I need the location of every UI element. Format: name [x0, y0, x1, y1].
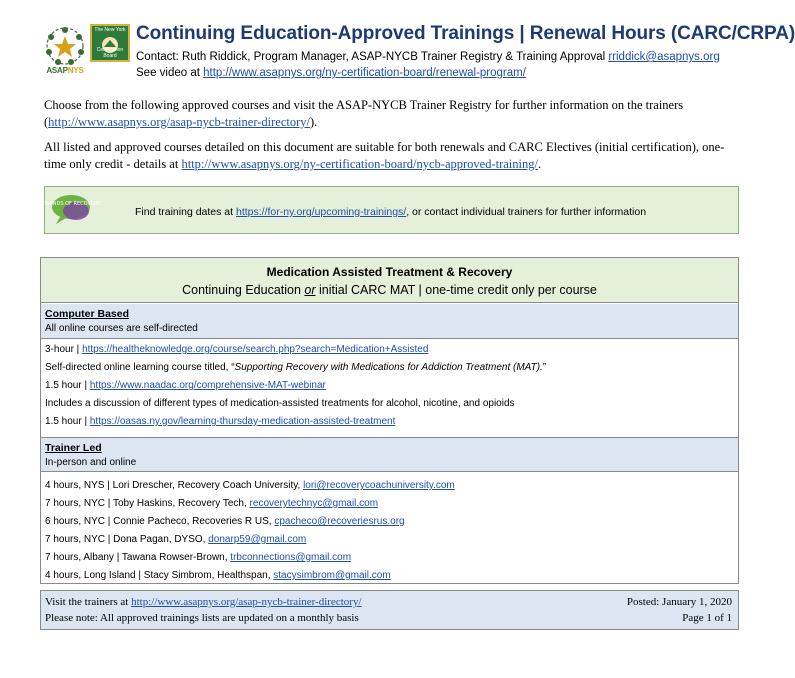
intro-p2-text: All listed and approved courses detailed on this document are suitable for both renewals and CARC Electives (initial certification), one-time only credit - details at: [44, 140, 725, 171]
training-dates-box: [41, 186, 739, 234]
subtitle-or: or: [304, 283, 316, 297]
page-number: Page 1 of 1: [682, 612, 732, 624]
naadac-link[interactable]: https://www.naadac.org/comprehensive-MAT-webinar: [89, 380, 326, 391]
approved-training-link[interactable]: http://www.asapnys.org/ny-certification-board/nycb-approved-training/: [181, 157, 538, 171]
trainer-email-link[interactable]: trbconnections@gmail.com: [230, 552, 352, 563]
footer-visit-text: Visit the trainers at: [45, 596, 132, 608]
trainer-email-link[interactable]: cpacheco@recoveriesrus.org: [274, 516, 405, 527]
course-hours: 3-hour |: [45, 344, 83, 355]
upcoming-trainings-link[interactable]: https://for-ny.org/upcoming-trainings/: [235, 206, 407, 218]
oasas-link[interactable]: https://oasas.ny.gov/learning-thursday-medication-assisted-treatment: [89, 416, 396, 427]
course-title: Supporting Recovery with Medications for Addiction Treatment (MAT).: [234, 362, 543, 373]
video-line: [136, 67, 526, 79]
intro-p1-end: ).: [310, 115, 318, 129]
trainer-row: [45, 498, 378, 509]
icon-label: FRIENDS OF RECOVERY: [41, 201, 101, 207]
contact-line: [136, 51, 720, 63]
computer-based-title: Computer Based: [45, 308, 130, 320]
trainer-info: 7 hours, NYC | Dona Pagan, DYSO,: [45, 534, 209, 545]
course-desc-post: ”: [542, 362, 547, 373]
trainer-directory-link[interactable]: http://www.asapnys.org/asap-nycb-trainer-directory/: [48, 115, 310, 129]
asap-star-icon: [44, 26, 86, 66]
intro-p2-end: .: [537, 157, 542, 171]
trainer-row: [45, 570, 391, 581]
intro-p1-text: Choose from the following approved courses and visit the ASAP-NYCB Trainer Registry for further information on the trainers (: [44, 98, 684, 129]
course-description-row: [45, 362, 546, 373]
course-desc-pre: Self-directed online learning course titled, “: [45, 362, 235, 373]
trainer-led-subtitle: In-person and online: [45, 457, 137, 468]
course-row: [45, 416, 395, 427]
trainer-info: 7 hours, NYC | Toby Haskins, Recovery Tech,: [45, 498, 250, 509]
table-subtitle: [41, 283, 738, 297]
mat-training-table: [40, 257, 739, 584]
logo-board-bottom: Certification Board: [96, 47, 124, 59]
trainer-led-section-header: [41, 437, 738, 472]
trainer-row: [45, 516, 405, 527]
course-row: [45, 380, 326, 391]
intro-paragraph-2: [44, 139, 734, 173]
table-title: Medication Assisted Treatment & Recovery: [266, 265, 513, 279]
subtitle-post: initial CARC MAT | one-time credit only per course: [315, 283, 597, 297]
asap-nys-logo: [44, 26, 86, 78]
course-hours: 1.5 hour |: [45, 416, 90, 427]
trainer-email-link[interactable]: stacysimbrom@gmail.com: [273, 570, 391, 581]
trainer-email-link[interactable]: lori@recoverycoachuniversity.com: [303, 480, 455, 491]
footer-note: Please note: All approved trainings lists are updated on a monthly basis: [45, 612, 359, 624]
trainer-row: [45, 534, 306, 545]
course-hours: 1.5 hour |: [45, 380, 90, 391]
healtheknowledge-link[interactable]: https://healtheknowledge.org/course/search.php?search=Medication+Assisted: [82, 344, 429, 355]
trainer-info: 7 hours, Albany | Tawana Rowser-Brown,: [45, 552, 231, 563]
table-header: [41, 258, 738, 303]
header-logos: [44, 24, 134, 80]
page-title: Continuing Education-Approved Trainings | Renewal Hours (CARC/CRPA): [136, 23, 795, 44]
subtitle-pre: Continuing Education: [182, 283, 305, 297]
trainer-led-title: Trainer Led: [45, 442, 102, 454]
friends-of-recovery-icon: [41, 193, 101, 225]
logo-asap-text: ASAP: [46, 66, 68, 75]
certification-board-logo: [90, 24, 130, 62]
course-row: [45, 344, 428, 355]
logo-nys-text: NYS: [67, 66, 84, 75]
contact-email-link[interactable]: rriddick@asapnys.org: [608, 51, 720, 63]
contact-text: Contact: Ruth Riddick, Program Manager, ASAP-NYCB Trainer Registry & Training Approval: [136, 51, 609, 63]
computer-based-subtitle: All online courses are self-directed: [45, 323, 198, 334]
trainer-info: 4 hours, NYS | Lori Drescher, Recovery Coach University,: [45, 480, 304, 491]
logo-board-top: The New York: [94, 27, 126, 33]
course-desc: Includes a discussion of different types of medication-assisted treatments for alcohol, nicotine, and opioids: [45, 398, 515, 409]
trainer-info: 6 hours, NYC | Connie Pacheco, Recoveries R US,: [45, 516, 275, 527]
info-prefix: Find training dates at: [135, 206, 236, 218]
intro-paragraph-1: [44, 97, 734, 131]
document-footer: [40, 590, 739, 630]
trainer-info: 4 hours, Long Island | Stacy Simbrom, Healthspan,: [45, 570, 274, 581]
computer-based-section-header: [41, 304, 738, 339]
trainer-email-link[interactable]: donarp59@gmail.com: [208, 534, 307, 545]
trainer-email-link[interactable]: recoverytechnyc@gmail.com: [249, 498, 379, 509]
course-description-row: [45, 398, 515, 409]
footer-visit-line: [45, 596, 362, 608]
footer-trainer-directory-link[interactable]: http://www.asapnys.org/asap-nycb-trainer-directory/: [131, 596, 362, 608]
training-dates-text: [135, 206, 646, 218]
renewal-program-link[interactable]: http://www.asapnys.org/ny-certification-board/renewal-program/: [203, 67, 526, 79]
info-suffix: , or contact individual trainers for further information: [406, 206, 647, 218]
video-text: See video at: [136, 67, 204, 79]
posted-date: Posted: January 1, 2020: [626, 596, 732, 608]
trainer-row: [45, 480, 455, 491]
trainer-row: [45, 552, 351, 563]
